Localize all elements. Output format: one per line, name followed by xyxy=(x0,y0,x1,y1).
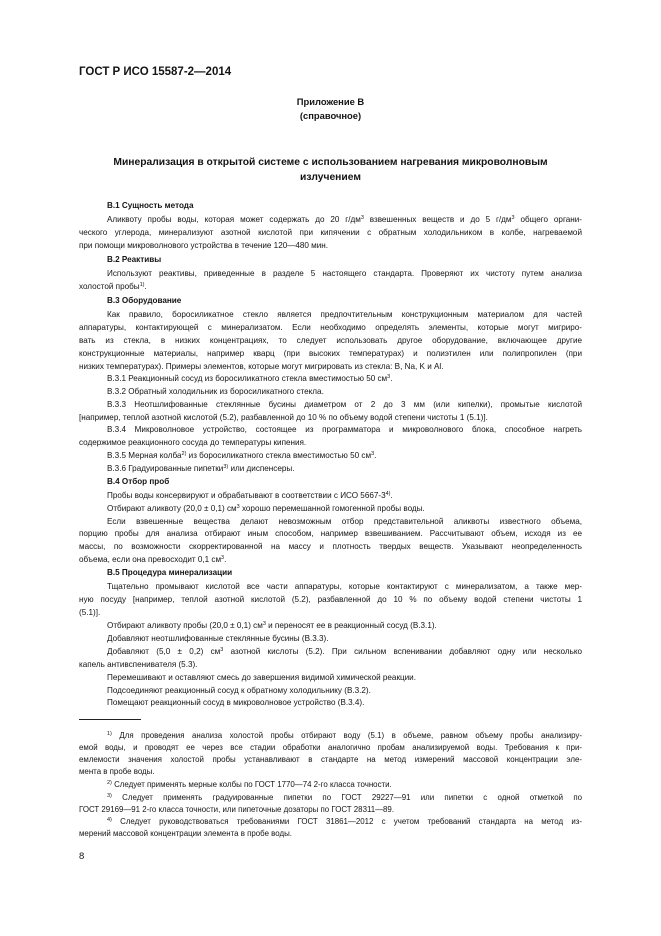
text-line: ческого углерода, минерализуют азотной кислотой при кипячении с обратным холодильником в колбе, нагреваемой xyxy=(79,228,582,237)
text-line: низких температурах). Примеры элементов, которые могут мигрировать из стекла: B, Na, K и Al. xyxy=(79,362,444,371)
text-line: аппаратуры, контактирующей с минерализатом. Если необходимо определять элементы, которые могут мигриро- xyxy=(79,323,582,332)
text-line: содержимое реакционного сосуда до температуры кипения. xyxy=(79,438,307,447)
text-line: B.3.5 Мерная колба$^{2)}$ из боросиликатного стекла вместимостью 50 $см^3$. xyxy=(107,451,377,460)
footnote-2: $^{2)}$ Следует применять мерные колбы по ГОСТ 1770—74 2-го класса точности. xyxy=(107,780,392,789)
text-line: [например, теплой азотной кислотой (5.2), разбавленной до 10 % по объему водой степени чистоты 1 (5.1)]. xyxy=(79,413,488,422)
text-line: порцию пробы для анализа отбирают иным способом, например взвешиванием. Рассчитывают объем, исходя из ее xyxy=(79,529,582,538)
text-line: B.3.3 Неотшлифованные стеклянные бусины диаметром от 2 до 3 мм (или кипелки), промытые кислотой xyxy=(107,400,582,409)
appendix-title xyxy=(79,155,582,185)
text-line: конструкционные материалы, например кварц (при высоких температурах) и полиэтилен или полипропилен (при xyxy=(79,349,582,358)
footnote-3: $^{3)}$ Следует применять градуированные пипетки по ГОСТ 29227—91 или пипетки с одной отметкой по xyxy=(107,793,582,802)
title-line-1: Минерализация в открытой системе с использованием нагревания микроволновым xyxy=(113,157,548,168)
footnote-text: мента в пробе воды. xyxy=(79,767,155,776)
text-line: при помощи микроволнового устройства в течение 120—480 мин. xyxy=(79,241,329,250)
text-line: B.3.1 Реакционный сосуд из боросиликатного стекла вместимостью 50 $см^3$. xyxy=(107,374,393,383)
section-heading-b3: B.3 Оборудование xyxy=(107,296,182,305)
section-heading-b5: B.5 Процедура минерализации xyxy=(107,568,233,577)
footnote-separator xyxy=(79,719,141,720)
text-line: Пробы воды консервируют и обрабатывают в соответствии с ИСО 5667-3$^{4)}$. xyxy=(107,491,393,500)
footnote-text: емлемости значения холостой пробы устанавливают в стандарте на метод измерений массовой концентрации эле- xyxy=(79,755,582,764)
text-line: Подсоединяют реакционный сосуд к обратному холодильнику (B.3.2). xyxy=(107,686,371,695)
text-line: капель антивспенивателя (5.3). xyxy=(79,660,198,669)
text-line: объема, если она превосходит 0,1 $см^3$. xyxy=(79,555,227,564)
section-heading-b1: B.1 Сущность метода xyxy=(107,201,194,210)
text-line: Если взвешенные вещества делают невозможным отбор представительной аликвоты известного объема, xyxy=(107,517,582,526)
text-line: Добавляют неотшлифованные стеклянные бусины (B.3.3). xyxy=(107,634,329,643)
text-line: Перемешивают и оставляют смесь до завершения видимой химической реакции. xyxy=(107,673,416,682)
text-line: Добавляют (5,0 ± 0,2) $см^3$ азотной кислоты (5.2). При сильном вспенивании добавляют одну или несколько xyxy=(107,647,582,656)
footnote-1: $^{1)}$ Для проведения анализа холостой пробы отбирают воду (5.1) в объеме, равном объему пробы анализиру- xyxy=(107,731,582,740)
text-line: B.3.6 Градуированные пипетки$^{3)}$ или диспенсеры. xyxy=(107,464,295,473)
appendix-type: (справочное) xyxy=(299,110,362,121)
footnote-text: емой воды, и проводят ее через все стадии обработки аналогично пробам анализируемой воды. Требования к при- xyxy=(79,743,582,752)
text-line: B.3.4 Микроволновое устройство, состоящее из программатора и микроволнового блока, способное нагреть xyxy=(107,425,582,434)
text-line: холостой пробы$^{1)}$. xyxy=(79,282,147,291)
document-header: ГОСТ Р ИСО 15587-2—2014 xyxy=(79,66,232,78)
text-line: Тщательно промывают кислотой все части аппаратуры, которые контактируют с минерализатом, а также мер- xyxy=(107,582,582,591)
text-line: (5.1)]. xyxy=(79,608,101,617)
page-number: 8 xyxy=(79,851,85,862)
section-heading-b4: B.4 Отбор проб xyxy=(107,477,170,486)
text-line: вать из стекла, в низких концентрациях, то следует использовать другое оборудование, включающее другие xyxy=(79,336,582,345)
text-line: Используют реактивы, приведенные в разделе 5 настоящего стандарта. Проверяют их чистоту путем анализа xyxy=(107,269,582,278)
text-line: ную посуду [например, теплой азотной кислотой (5.2), разбавленной до 10 % по объему водой степени чистоты 1 xyxy=(79,595,582,604)
text-line: массы, по возможности скорректированной на массу и плотность твердых веществ. Указывают неопределенность xyxy=(79,542,582,551)
footnote-4: $^{4)}$ Следует руководствоваться требованиями ГОСТ 31861—2012 с учетом требований стандарта на метод из- xyxy=(107,817,582,826)
text-line: Отбирают аликвоту пробы (20,0 ± 0,1) $см^3$ и переносят ее в реакционный сосуд (B.3.1). xyxy=(107,621,437,630)
appendix-label: Приложение В xyxy=(296,96,365,107)
title-line-2: излучением xyxy=(300,172,361,183)
text-line: Помещают реакционный сосуд в микроволновое устройство (B.3.4). xyxy=(107,698,365,707)
footnote-text: ГОСТ 29169—91 2-го класса точности, или пипеточные дозаторы по ГОСТ 28311—89. xyxy=(79,805,395,814)
text-line: B.3.2 Обратный холодильник из боросиликатного стекла. xyxy=(107,387,324,396)
text-line: Как правило, боросиликатное стекло является предпочтительным конструкционным материалом для частей xyxy=(107,310,582,319)
text-line: Аликвоту пробы воды, которая может содержать до 20 $г/дм^3$ взвешенных веществ и до 5 $г/дм^3$ общего органи- xyxy=(107,215,582,224)
text-line: Отбирают аликвоту (20,0 ± 0,1) $см^3$ хорошо перемешанной гомогенной пробы воды. xyxy=(107,504,425,513)
footnote-text: мерений массовой концентрации элемента в пробе воды. xyxy=(79,829,292,838)
section-heading-b2: B.2 Реактивы xyxy=(107,255,162,264)
